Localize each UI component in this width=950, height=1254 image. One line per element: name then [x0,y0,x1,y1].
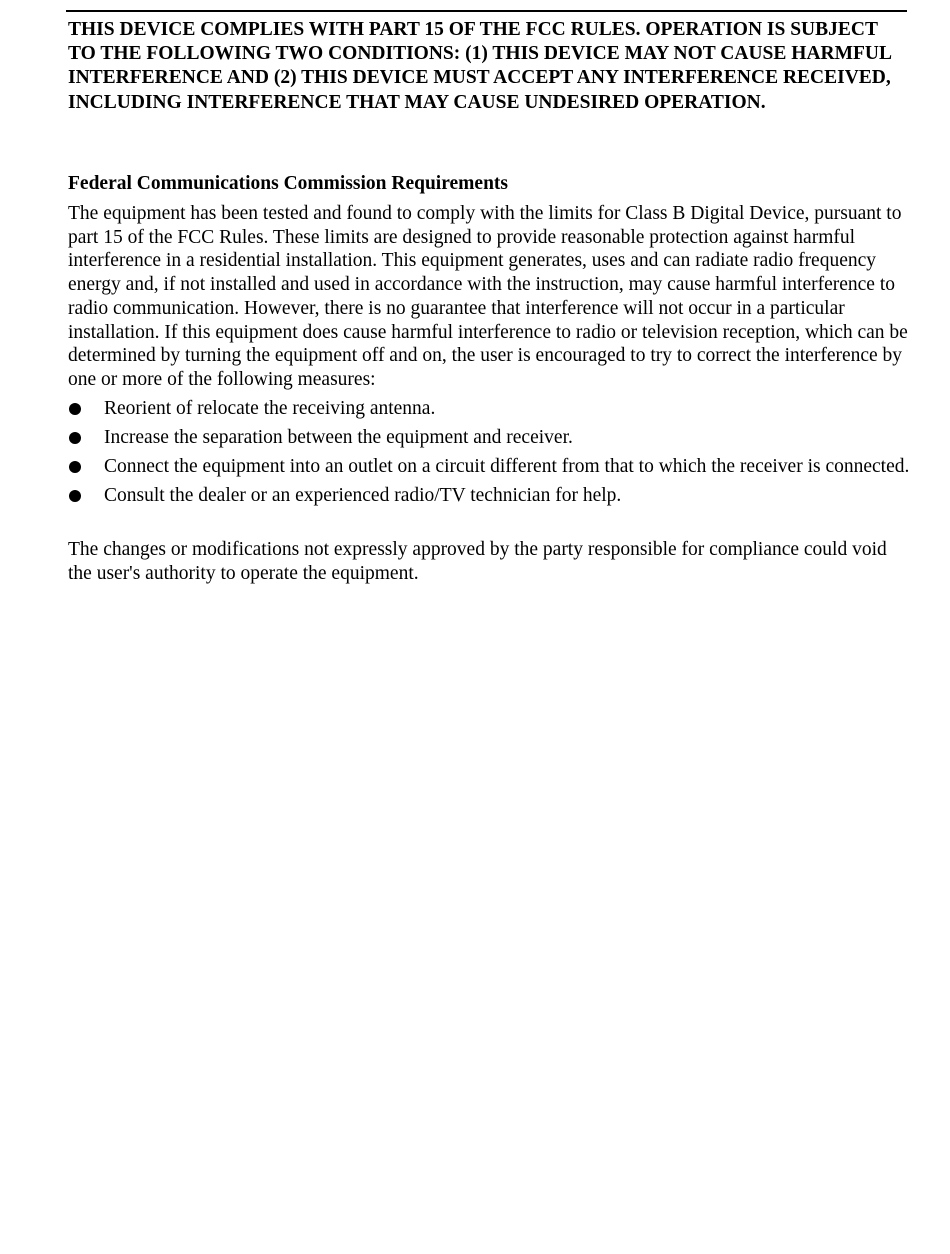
section-title: Federal Communications Commission Requirements [68,173,508,194]
list-item [68,426,910,450]
list-item-text: Connect the equipment into an outlet on a circuit different from that to which the receiver is connected. [104,456,910,477]
list-item [68,455,910,479]
top-rule [66,10,907,12]
list-item-text: Increase the separation between the equipment and receiver. [104,427,573,448]
bullet-icon [69,403,81,415]
closing-statement: The changes or modifications not expressly approved by the party responsible for compliance could void the user's authority to operate the equipment. [68,539,887,584]
list-item [68,397,910,421]
bullet-icon [69,490,81,502]
measures-list [68,397,910,513]
bullet-icon [69,461,81,473]
section-body: The equipment has been tested and found to comply with the limits for Class B Digital Device, pursuant to part 15 of the FCC Rules. These limits are designed to provide reasonable protection against harmful interference in a residential installation. This equipment generates, uses and can radiate radio frequency energy and, if not installed and used in accordance with the instruction, may cause harmful interference to radio communication. However, there is no guarantee that interference will not occur in a particular installation. If this equipment does cause harmful interference to radio or television reception, which can be determined by turning the equipment off and on, the user is encouraged to try to correct the interference by one or more of the following measures: [68,203,908,390]
list-item [68,484,910,508]
list-item-text: Reorient of relocate the receiving antenna. [104,398,436,419]
bullet-icon [69,432,81,444]
fcc-compliance-notice: THIS DEVICE COMPLIES WITH PART 15 OF THE FCC RULES. OPERATION IS SUBJECT TO THE FOLLOWING TWO CONDITIONS: (1) THIS DEVICE MAY NOT CAUSE HARMFUL INTERFERENCE AND (2) THIS DEVICE MUST ACCEPT ANY INTERFERENCE RECEIVED, INCLUDING INTERFERENCE THAT MAY CAUSE UNDESIRED OPERATION. [68,19,891,113]
list-item-text: Consult the dealer or an experienced radio/TV technician for help. [104,485,622,506]
